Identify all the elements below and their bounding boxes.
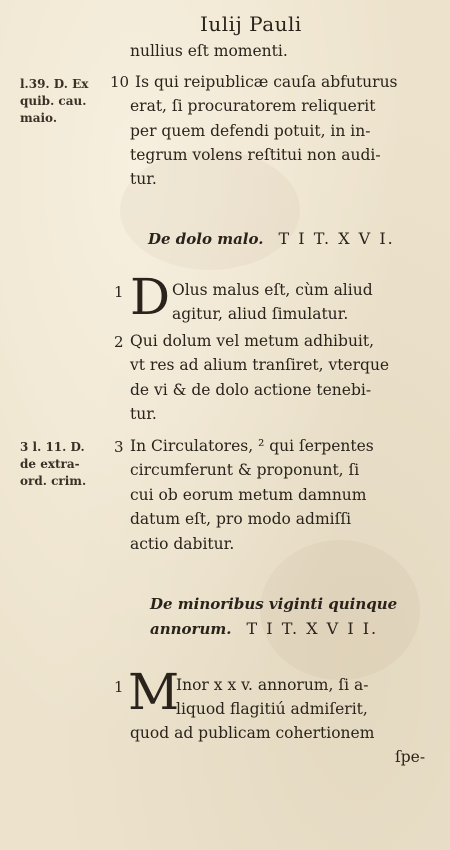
heading-title-number: T I T. X V I I.: [246, 619, 379, 638]
margin-note: ord. crim.: [20, 474, 87, 488]
heading-title-number: T I T. X V I.: [278, 229, 395, 248]
text-line: nullius eſt momenti.: [130, 42, 288, 60]
margin-note: de extra-: [20, 457, 80, 471]
text-line: actio dabitur.: [130, 535, 235, 553]
item-number: 1: [114, 678, 124, 696]
text-line: Olus malus eſt, cùm aliud: [172, 281, 373, 299]
text-line: Qui dolum vel metum adhibuit,: [130, 332, 375, 350]
heading-rubric: De minoribus viginti quinque: [150, 595, 398, 613]
margin-note: 3 l. 11. D.: [20, 440, 85, 454]
text-line: quod ad publicam cohertionem: [130, 724, 375, 742]
item-number: 1: [114, 283, 124, 301]
heading-rubric: annorum.: [150, 620, 232, 638]
drop-cap: M: [128, 663, 180, 721]
margin-note: maio.: [20, 111, 58, 125]
margin-note: quib. cau.: [20, 94, 87, 108]
item-number: 3: [114, 438, 124, 456]
heading-rubric: De dolo malo.: [148, 230, 264, 248]
text-line: Is qui reipublicæ cauſa abfuturus: [135, 73, 398, 91]
running-head: Iulij Pauli: [200, 12, 302, 36]
text-line: vt res ad alium tranſiret, vterque: [130, 356, 390, 374]
text-line: erat, ſi procuratorem reliquerit: [130, 97, 376, 115]
text-line: datum eſt, pro modo admiſſi: [130, 510, 352, 528]
text-line: agitur, aliud ſimulatur.: [172, 305, 349, 323]
text-line: liquod flagitiú admiſerit,: [176, 700, 368, 718]
margin-note: l.39. D. Ex: [20, 77, 89, 91]
catchword: ſpe-: [395, 748, 426, 766]
section-heading: [148, 229, 395, 248]
text-line: per quem defendi potuit, in in-: [130, 122, 371, 140]
text-line: de vi & de dolo actione tenebi-: [130, 381, 372, 399]
text-line: cui ob eorum metum damnum: [130, 486, 367, 504]
text-line: tur.: [130, 170, 157, 188]
text-line: tegrum volens reſtitui non audi-: [130, 146, 381, 164]
item-number: 2: [114, 333, 124, 351]
line-number: 10: [110, 73, 130, 91]
section-heading: [150, 619, 378, 638]
text-line: circumferunt & proponunt, ſi: [130, 461, 360, 479]
drop-cap: D: [130, 268, 171, 326]
text-line: In Circulatores, ² qui ſerpentes: [130, 437, 374, 455]
text-line: Inor x x v. annorum, ſi a-: [176, 676, 369, 694]
paper-stain: [120, 150, 300, 270]
text-line: tur.: [130, 405, 157, 423]
